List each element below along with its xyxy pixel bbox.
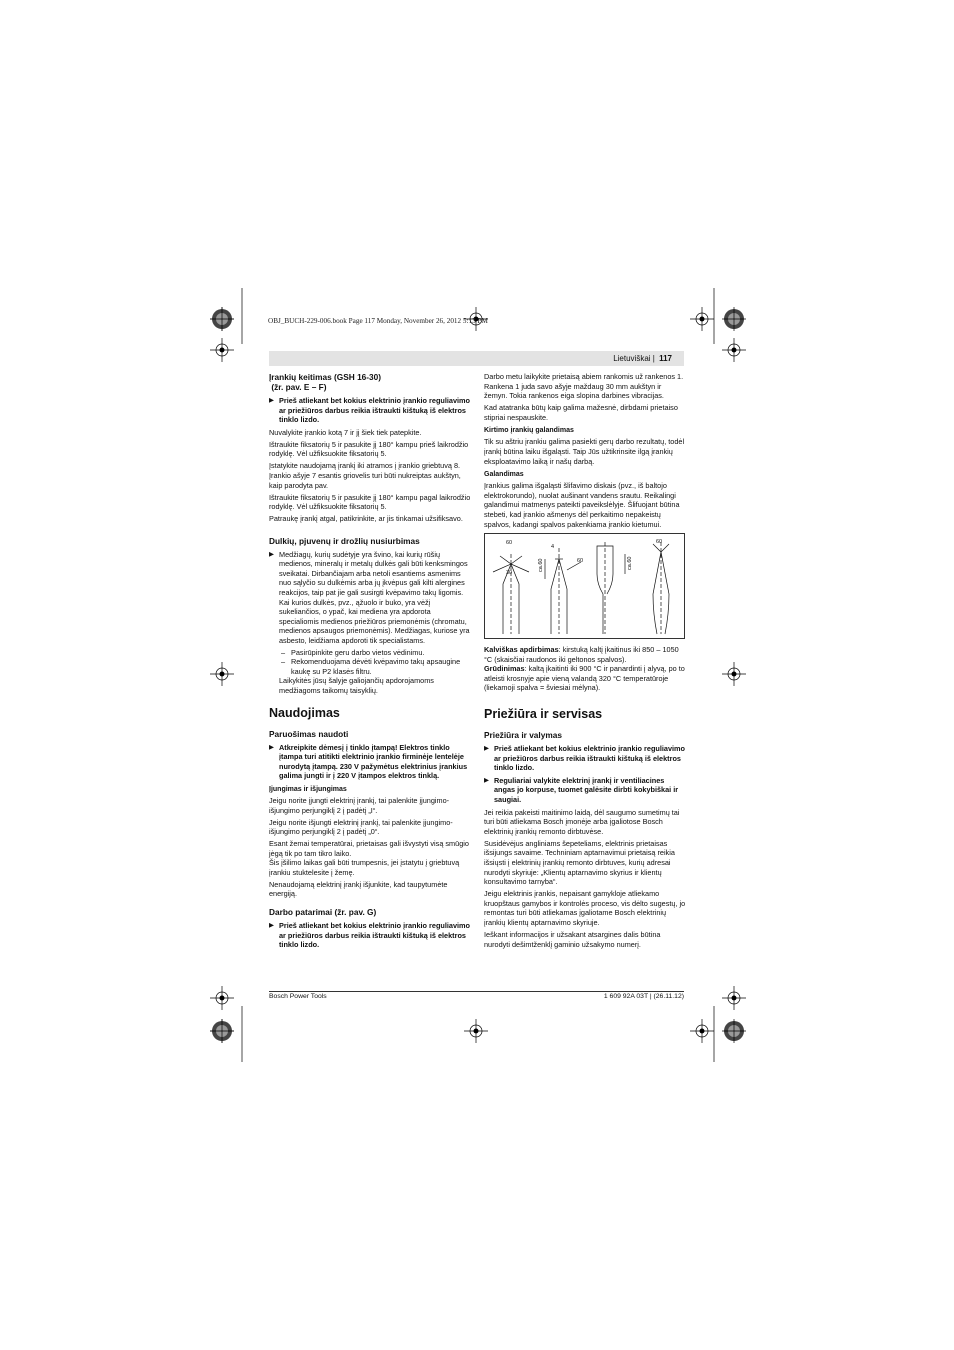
paragraph: Kad atatranka būtų kaip galima mažesnė, dirbdami prietaiso stipriai nespauskite. [484, 403, 678, 422]
paragraph: Ištraukite fiksatorių 5 ir pasukite jį 180° kampu prieš laikrodžio rodyklę. Vėl užfiksuokite fiksatorių 5. [269, 439, 469, 459]
paragraph: Nenaudojamą elektrinį įrankį išjunkite, kad taupytumėte energiją. [269, 879, 448, 899]
right-column [484, 372, 686, 952]
heading-dust: Dulkių, pjuvenų ir drožlių nusiurbimas [269, 535, 420, 546]
heading-tips: Darbo patarimai (žr. pav. G) [269, 907, 377, 918]
list-item: – Rekomenduojama dėvėti kvėpavimo takų apsaugine kaukę su P2 klasės filtru. [281, 657, 461, 676]
warning-unplug: ▶ Prieš atliekant bet kokius elektrinio įrankio reguliavimo ar priežiūros darbus reikia ištraukti kištuką iš elektros tinklo lizdo. [269, 921, 471, 950]
paragraph: Jeigu norite įjungti elektrinį įrankį, tai palenkite įjungimo-išjungimo perjungiklį 2 į padėtį „I“. [269, 795, 450, 815]
page-header: Lietuviškai | 117 [613, 354, 672, 363]
print-slug: OBJ_BUCH-229-006.book Page 117 Monday, November 26, 2012 5:13 PM [268, 317, 488, 325]
paragraph: Jeigu elektrinis įrankis, nepaisant gamykloje atliekamo kruopštaus gamybos ir kontrolės proceso, vis dėlto sugestų, jo remontas turi būti atliekamas įgaliotame Bosch elektrinių įrankių klientų aptarnavimo skyriuje. [484, 889, 686, 927]
heading-service: Priežiūra ir servisas [484, 707, 603, 722]
arrow-right-icon: ▶ [269, 397, 274, 404]
paragraph: Jeigu norite išjungti elektrinį įrankį, tai palenkite įjungimo-išjungimo perjungiklį 2 į padėtį „0“. [269, 817, 453, 837]
footer-rule [269, 991, 684, 992]
heading-on-off: Įjungimas ir išjungimas [269, 785, 347, 793]
paragraph: Nuvalykite įrankio kotą 7 ir jį šiek tiek patepkite. [269, 427, 422, 437]
left-column [269, 372, 471, 953]
paragraph: Kalviškas apdirbimas: kirstuką kaltį įkaitinus iki 850 – 1050 °C (skaisčiai raudonos iki geltonos spalvos). [484, 645, 679, 664]
arrow-right-icon: ▶ [269, 743, 274, 751]
paragraph: Įstatykite naudojamą įrankį iki atramos į įrankio griebtuvą 8. Įrankio ašyje 7 esantis griovelis turi būti nukreiptas aukštyn, kaip parodyta pav. [269, 461, 461, 490]
angle-label: 60 [506, 540, 513, 547]
angle-label: 30 [506, 570, 513, 577]
paragraph: Ištraukite fiksatorių 5 ir pasukite jį 180° kampu pagal laikrodžio rodyklę. Vėl užfiksuokite fiksatorių 5. [269, 492, 471, 512]
arrow-right-icon: ▶ [484, 776, 489, 784]
heading-care: Priežiūra ir valymas [484, 730, 562, 741]
paragraph: Ieškant informacijos ir užsakant atsargines dalis būtina nurodyti dešimtženklį gaminio užsakymo numerį. [484, 929, 661, 949]
list-item: – Pasirūpinkite geru darbo vietos vėdinimu. [281, 647, 425, 657]
chisel-drawing [485, 534, 684, 638]
heading-tool-change: Įrankių keitimas (GSH 16-30) (žr. pav. E – F) [269, 372, 382, 392]
paragraph: Susidėvėjus angliniams šepeteliams, elektrinis prietaisas išsijungs savaime. Techniniam aptarnavimui prietaisą reikia išsiųsti į elektrinių įrankių remonto dirbtuves, kurių adresai nurodyti skyriuje: „Klientų aptarnavimo skyrius ir klientų konsultavimo tarnyba“. [484, 838, 675, 887]
footer-right: 1 609 92A 03T | (26.11.12) [603, 993, 684, 1000]
footer-left: Bosch Power Tools [269, 993, 327, 1000]
paragraph: Darbo metu laikykite prietaisą abiem rankomis už rankenos 1. Rankena 1 juda savo ašyje maždaug 30 mm aukštyn ir žemyn. Tokia rankenos eiga slopina darbines vibracijas. [484, 372, 684, 401]
arrow-right-icon: ▶ [269, 550, 274, 558]
paragraph: Tik su aštriu įrankiu galima pasiekti gerų darbo rezultatų, todėl įrankį būtina laiku išgaląsti. Taip Jūs užtikrinsite ilgą įrankių eksploatavimo laiką ir našų darbą. [484, 437, 685, 466]
warning-unplug: ▶ Prieš atliekant bet kokius elektrinio įrankio reguliavimo ar priežiūros darbus reikia ištraukti kištuką iš elektros tinklo lizdo. [484, 744, 686, 773]
angle-label: 60 [656, 539, 663, 546]
angle-label: 60 [577, 558, 584, 565]
dimension-label: ca.60 [627, 556, 633, 571]
heading-use: Naudojimas [269, 705, 340, 720]
warning-unplug: ▶ Prieš atliekant bet kokius elektrinio įrankio reguliavimo ar priežiūros darbus reikia ištraukti kištuką iš elektros tinklo lizdo. [269, 396, 471, 425]
paragraph: Laikykitės jūsų šalyje galiojančių apdorojamoms medžiagoms taikomų taisyklių. [279, 676, 434, 695]
dust-warning: ▶ Medžiagų, kurių sudėtyje yra švino, kai kurių rūšių medienos, mineralų ir metalų dulkės gali būti kenksmingos sveikatai. Dirbančiajam arba netoli esantiems asmenims nuo sąlyčio su dulkėmis arba jų įkvėpus gali kilti alergines reakcijos, taip pat jie gali susirgti kvėpavimo takų ligomis. Kai kurios dulkės, pvz., ąžuolo ir buko, yra vėžį sukeliančios, o ypač, kai mediena yra apdorota specialiomis medienos priežiūros priemonėmis (chromatu, medienos apsaugos priemonėmis). Medžiagas, kuriose yra asbesto, leidžiama apdoroti tik specialistams. [269, 549, 470, 646]
paragraph: Šis įšilimo laikas gali būti trumpesnis, jei įstatytu į griebtuvą įrankiu stuktelesite į žemę. [269, 858, 460, 877]
heading-grind: Galandimas [484, 471, 524, 479]
figure-chisel-angles [484, 533, 685, 639]
page-number: 117 [659, 354, 672, 363]
heading-prep: Paruošimas naudoti [269, 728, 349, 739]
warning-voltage: ▶ Atkreipkite dėmesį į tinklo įtampą! Elektros tinklo įtampa turi atitikti elektrinio įrankio firminėje lentelėje nurodytą įtampą. 230 V pažymėtus elektrinius įrankius galima jungti ir į 220 V įtampos elektros tinklą. [269, 742, 468, 781]
arrow-right-icon: ▶ [484, 745, 489, 753]
angle-label: 4 [551, 544, 555, 551]
arrow-right-icon: ▶ [269, 922, 274, 930]
paragraph: Jei reikia pakeisti maitinimo laidą, dėl saugumo sumetimų tai turi būti atliekama Bosch įmonėje arba įgaliotose Bosch elektrinių įrankių remonto dirbtuvėse. [484, 807, 680, 836]
paragraph: Įrankius galima išgaląsti šlifavimo diskais (pvz., iš baltojo elektrokorundo), nuolat aušinant vandens srautu. Reikalingi galandimui matmenys pateikti paveikslėlyje. Šlifuojant būtina stebeti, kad įrankio ašmenys dėl perkaitimo nepakeistų spalvos, kadangi spalvos pakenkiama įrankio kietumui. [484, 481, 680, 529]
paragraph: Patraukę įrankį atgal, patikrinkite, ar jis tinkamai užsifiksavo. [269, 514, 463, 524]
warning-clean: ▶ Reguliariai valykite elektrinį įrankį ir ventiliacines angas jo korpuse, tuomet galėsite dirbti kokybiškai ir saugiai. [484, 775, 679, 805]
heading-sharpen: Kirtimo įrankių galandimas [484, 427, 574, 435]
paragraph: Grūdinimas: kaltą įkaitinti iki 900 °C ir panardinti į alyvą, po to atleisti krosnyje apie vieną valandą 320 °C temperatūroje (liekamoji spalva = šviesiai mėlyna). [484, 664, 685, 693]
header-language: Lietuviškai [613, 354, 651, 363]
dimension-label: ca.60 [538, 558, 544, 573]
paragraph: Esant žemai temperatūrai, prietaisas gali išvystyti visą smūgio jėgą tik po tam tikro laiko. [269, 839, 469, 858]
